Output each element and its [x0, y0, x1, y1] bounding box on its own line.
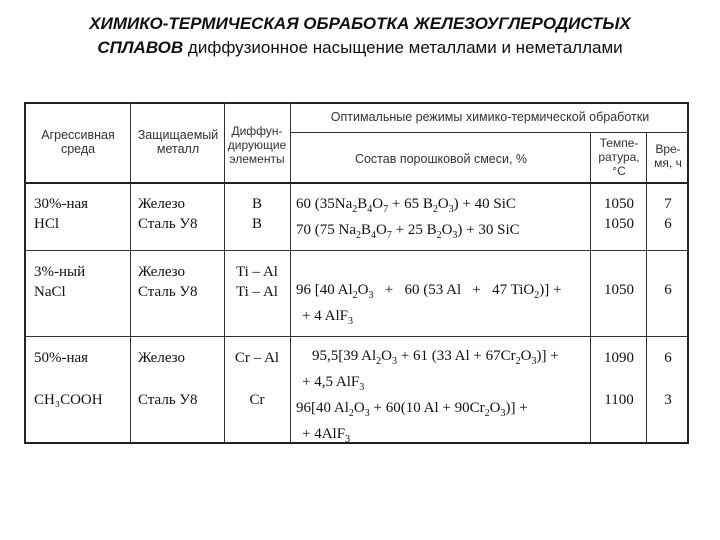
row1-metal-line: Железо: [138, 196, 185, 212]
row3-mixture-line-1: 95,5[39 $Al_2O_3 + 61$ (33 $Al + 67Cr_2O_3$)] +: [312, 348, 559, 367]
row1-mixture-line-1: 60 ($35Na_2B_4O_7 + 65$ $B_2O_3) + 40$ SiC: [296, 196, 516, 215]
title-line-1: ХИМИКО-ТЕРМИЧЕСКАЯ ОБРАБОТКА ЖЕЛЕЗОУГЛЕРОДИСТЫХ: [89, 14, 631, 33]
header-temperature: [591, 136, 647, 178]
row1-mixture-line-2: 70 (75 $Na_2B_4O_7 + 25$ $B_2O_3) + 30$ SiC: [296, 222, 520, 241]
row2-metal-line: Железо: [138, 264, 185, 280]
title-line-2: [0, 36, 720, 60]
row2-time-value: 6: [664, 282, 672, 298]
header-metal-line: Защищаемый: [137, 128, 219, 142]
title-line-2-bold: СПЛАВОВ: [97, 38, 184, 57]
row2-mixture-line-2: + 4 AlF$_3$: [302, 308, 353, 327]
row2-metal-line: Сталь У8: [138, 284, 198, 300]
row3-elements: [225, 348, 289, 410]
row3-time-value: 6: [664, 350, 672, 366]
row1-medium-line: HCl: [34, 216, 60, 232]
row1-temperature-value: 1050: [604, 216, 634, 232]
row2-elements-line: Ti – Al: [236, 264, 278, 280]
row1-time-value: 6: [664, 216, 672, 232]
row3-medium: [34, 348, 103, 410]
row1-temperature: [591, 194, 647, 234]
row3-mixture-line-4: + 4AlF$_3$: [302, 426, 351, 445]
row-divider: [290, 132, 689, 133]
row2-time: [647, 280, 689, 300]
col-divider: [290, 102, 291, 444]
row-divider: [24, 250, 689, 251]
treatment-table: [24, 102, 689, 444]
row1-mixture: [296, 194, 520, 246]
header-temperature-line: ратура,: [598, 150, 640, 164]
row1-medium-line: 30%-ная: [34, 196, 89, 212]
row2-medium: [34, 262, 85, 302]
row3-temperature: [591, 348, 647, 410]
row3-metal-line: Железо: [138, 350, 185, 366]
header-medium-line: среда: [60, 142, 96, 156]
row2-elements: [225, 262, 289, 302]
row2-temperature-value: 1050: [604, 282, 634, 298]
row3-medium-line: CH₃COOH: [34, 392, 103, 408]
header-metal: [132, 128, 224, 156]
title-line-2-rest: диффузионное насыщение металлами и неметаллами: [183, 38, 623, 57]
row3-time: [647, 348, 689, 410]
header-temperature-line: °С: [612, 164, 626, 178]
row3-mixture-line-3: 96[40 $Al_2O_3 + 60(10$ $Al + 90Cr_2O_3$)] +: [296, 400, 528, 419]
row1-time-value: 7: [664, 196, 672, 212]
row3-elements-line: Cr – Al: [234, 350, 280, 366]
row3-time-value: 3: [664, 392, 672, 408]
row2-metal: [138, 262, 198, 302]
row3-temperature-value: 1100: [604, 392, 634, 408]
header-group: Оптимальные режимы химико-термической обработки: [330, 110, 650, 124]
header-temperature-line: Темпе-: [599, 136, 639, 150]
header-elements-line: дирующие: [227, 138, 287, 152]
row2-medium-line: 3%-ный: [34, 264, 86, 280]
header-medium: [28, 128, 128, 156]
row3-metal-line: Сталь У8: [138, 392, 198, 408]
row2-temperature: [591, 280, 647, 300]
header-metal-line: металл: [156, 142, 200, 156]
header-time-line: мя, ч: [654, 156, 682, 170]
row2-medium-line: NaCl: [34, 284, 66, 300]
header-mixture: Состав порошковой смеси, %: [354, 152, 528, 166]
row1-metal: [138, 194, 198, 234]
row2-elements-line: Ti – Al: [236, 284, 278, 300]
row3-medium-line: 50%-ная: [34, 350, 89, 366]
header-divider: [24, 182, 689, 184]
header-time: [647, 142, 689, 170]
header-elements-line: Диффун-: [231, 124, 283, 138]
row3-temperature-value: 1090: [604, 350, 634, 366]
row1-metal-line: Сталь У8: [138, 216, 198, 232]
row2-mixture-line-1: 96 [40 $Al_2O_3 + 60$ (53 Al + 47 TiO$_2$)] +: [296, 282, 562, 301]
row-divider: [24, 336, 689, 337]
row3-metal: [138, 348, 198, 410]
row2-mixture: [296, 280, 561, 332]
header-medium-line: Агрессивная: [41, 128, 115, 142]
row3-mixture: [296, 346, 559, 450]
row1-medium: [34, 194, 88, 234]
row1-elements: [225, 194, 289, 234]
header-time-line: Вре-: [655, 142, 681, 156]
row3-elements-line: Cr: [249, 392, 265, 408]
row3-mixture-line-2: + 4,5 AlF$_3$: [302, 374, 365, 393]
row1-time: [647, 194, 689, 234]
row1-temperature-value: 1050: [604, 196, 634, 212]
row1-elements-line: B: [251, 216, 262, 232]
row1-elements-line: B: [251, 196, 262, 212]
col-divider: [130, 102, 131, 444]
slide-title: [0, 12, 720, 60]
header-elements-line: элементы: [229, 152, 285, 166]
header-elements: [225, 124, 289, 166]
